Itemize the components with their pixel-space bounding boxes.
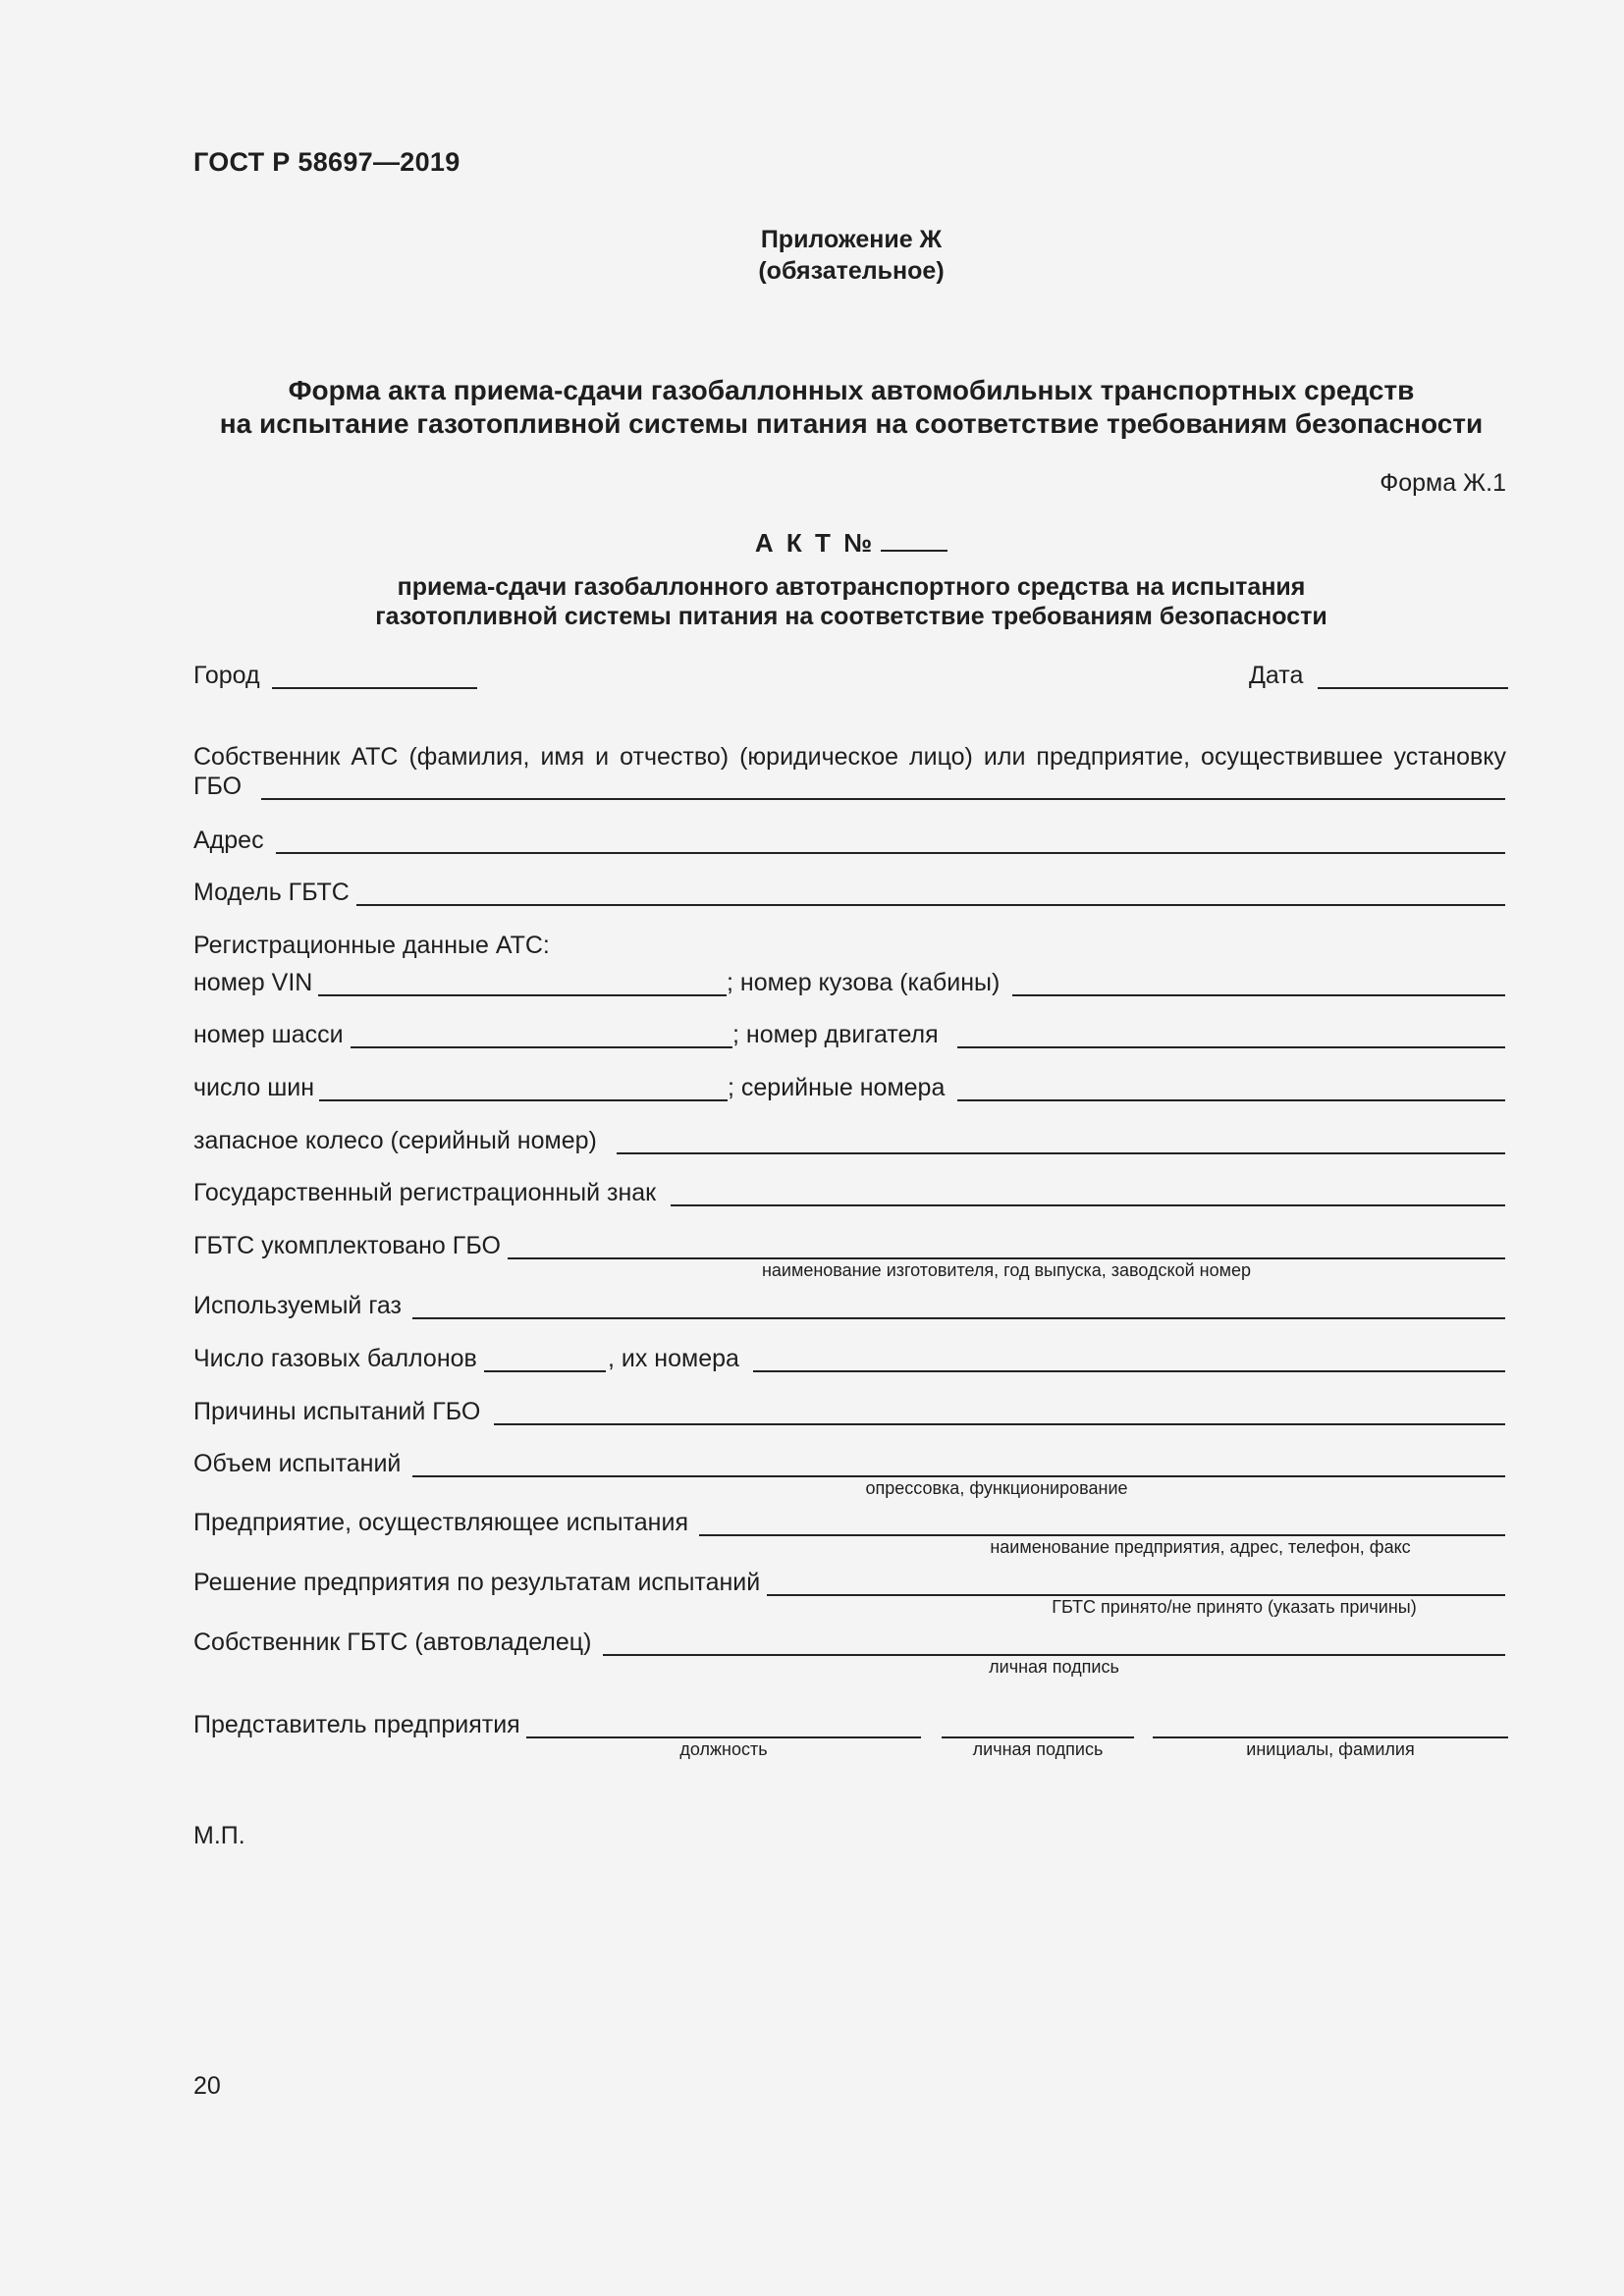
chassis-blank[interactable]: [351, 1046, 732, 1048]
representative-signature-blank[interactable]: [942, 1736, 1134, 1738]
enterprise-label: Предприятие, осуществляющее испытания: [193, 1509, 688, 1536]
plate-label: Государственный регистрационный знак: [193, 1179, 657, 1206]
model-label: Модель ГБТС: [193, 879, 350, 906]
owner-blank[interactable]: [261, 798, 1505, 800]
date-label: Дата: [1249, 662, 1304, 689]
form-number: Форма Ж.1: [1380, 469, 1506, 497]
cylinder-count-label: Число газовых баллонов: [193, 1345, 477, 1372]
enterprise-blank[interactable]: [699, 1534, 1505, 1536]
body-number-blank[interactable]: [1012, 994, 1505, 996]
representative-label: Представитель предприятия: [193, 1711, 520, 1738]
decision-caption: ГБТС принято/не принято (указать причины): [1052, 1597, 1417, 1617]
act-heading: [0, 528, 1624, 559]
page-number: 20: [193, 2072, 221, 2100]
appendix-title: Приложение Ж: [760, 226, 943, 253]
serials-blank[interactable]: [957, 1099, 1505, 1101]
equipped-blank[interactable]: [508, 1257, 1505, 1259]
cylinder-count-blank[interactable]: [484, 1370, 606, 1372]
owner-signature-blank[interactable]: [603, 1654, 1505, 1656]
decision-label: Решение предприятия по результатам испытаний: [193, 1569, 761, 1596]
city-blank[interactable]: [272, 687, 477, 689]
equipped-label: ГБТС укомплектовано ГБО: [193, 1232, 501, 1259]
act-label: А К Т №: [754, 528, 876, 558]
body-number-label: ; номер кузова (кабины): [727, 969, 1001, 996]
plate-blank[interactable]: [671, 1204, 1505, 1206]
date-blank[interactable]: [1318, 687, 1508, 689]
reasons-label: Причины испытаний ГБО: [193, 1398, 481, 1425]
serials-label: ; серийные номера: [728, 1074, 946, 1101]
gas-label: Используемый газ: [193, 1292, 402, 1319]
tires-blank[interactable]: [319, 1099, 728, 1101]
reasons-blank[interactable]: [494, 1423, 1505, 1425]
engine-blank[interactable]: [957, 1046, 1505, 1048]
act-number-blank[interactable]: [881, 528, 947, 552]
decision-blank[interactable]: [767, 1594, 1505, 1596]
scope-caption: опрессовка, функционирование: [865, 1478, 1128, 1498]
representative-position-blank[interactable]: [526, 1736, 921, 1738]
address-label: Адрес: [193, 827, 264, 854]
appendix-status: (обязательное): [758, 257, 945, 285]
gas-blank[interactable]: [412, 1317, 1505, 1319]
position-caption: должность: [679, 1739, 768, 1759]
standard-number: ГОСТ Р 58697—2019: [193, 147, 460, 177]
vin-blank[interactable]: [318, 994, 727, 996]
scope-blank[interactable]: [412, 1475, 1505, 1477]
address-blank[interactable]: [276, 852, 1505, 854]
model-blank[interactable]: [356, 904, 1505, 906]
spare-wheel-blank[interactable]: [617, 1152, 1505, 1154]
owner-label: Собственник АТС (фамилия, имя и отчество) (юридическое лицо) или предприятие, осуществившее установку: [193, 743, 1506, 771]
engine-label: ; номер двигателя: [732, 1021, 939, 1048]
form-title-line1: Форма акта приема-сдачи газобаллонных автомобильных транспортных средств: [288, 375, 1415, 405]
name-caption: инициалы, фамилия: [1246, 1739, 1415, 1759]
act-subtitle-line2: газотопливной системы питания на соответствие требованиям безопасности: [375, 603, 1327, 630]
vin-label: номер VIN: [193, 969, 313, 996]
signature-caption: личная подпись: [972, 1739, 1104, 1759]
cylinder-numbers-blank[interactable]: [753, 1370, 1505, 1372]
owner-label-cont: ГБО: [193, 773, 243, 800]
city-label: Город: [193, 662, 260, 689]
chassis-label: номер шасси: [193, 1021, 344, 1048]
owner-signature-label: Собственник ГБТС (автовладелец): [193, 1629, 592, 1656]
tires-label: число шин: [193, 1074, 315, 1101]
enterprise-caption: наименование предприятия, адрес, телефон, факс: [990, 1537, 1411, 1557]
scope-label: Объем испытаний: [193, 1450, 402, 1477]
equipped-caption: наименование изготовителя, год выпуска, заводской номер: [761, 1260, 1252, 1280]
stamp-place: М.П.: [193, 1822, 245, 1849]
cylinder-numbers-label: , их номера: [608, 1345, 739, 1372]
form-title-line2: на испытание газотопливной системы питания на соответствие требованиям безопасности: [219, 408, 1484, 439]
act-subtitle-line1: приема-сдачи газобаллонного автотранспортного средства на испытания: [397, 573, 1306, 601]
spare-wheel-label: запасное колесо (серийный номер): [193, 1127, 597, 1154]
owner-signature-caption: личная подпись: [989, 1657, 1119, 1677]
representative-name-blank[interactable]: [1153, 1736, 1508, 1738]
reg-data-label: Регистрационные данные АТС:: [193, 932, 550, 959]
